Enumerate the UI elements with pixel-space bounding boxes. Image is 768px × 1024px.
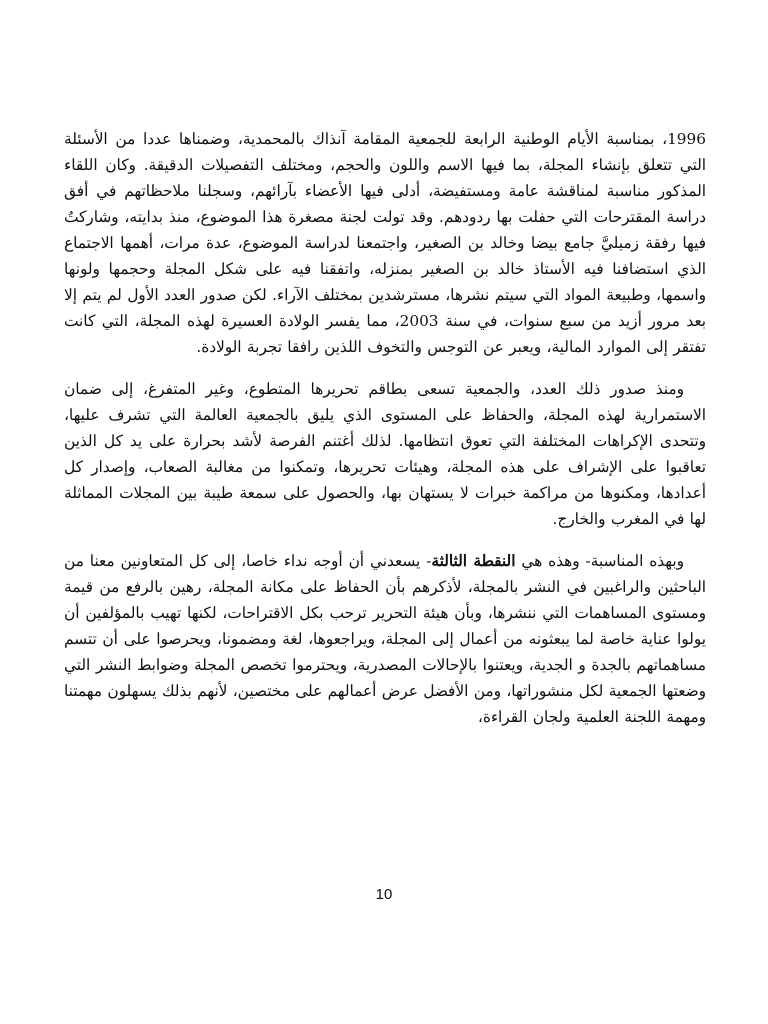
paragraph-3 <box>64 548 706 730</box>
paragraph-2: ومنذ صدور ذلك العدد، والجمعية تسعى بطاقم تحريرها المتطوع، وغير المتفرغ، إلى ضمان الاستمرارية لهذه المجلة، والحفاظ على المستوى الذي يليق بالجمعية العالمة التي تشرف عليها، وتتحدى الإكراهات المختلفة التي تعوق انتظامها. لذلك أغتنم الفرصة لأشد بحرارة على يد كل الذين تعاقبوا على الإشراف على هذه المجلة، وهيئات تحريرها، وتمكنوا من مغالبة الصعاب، وإصدار كل أعدادها، ومكنوها من مراكمة خبرات لا يستهان بها، والحصول على سمعة طيبة بين المجلات المماثلة لها في المغرب والخارج. <box>64 380 706 528</box>
body-text <box>64 126 706 730</box>
page-number: 10 <box>375 886 393 903</box>
paragraph-3-emphasis: النقطة الثالثة <box>431 552 516 570</box>
paragraph-3-intro: وبهذه المناسبة- وهذه هي <box>515 552 684 570</box>
paragraph-3-body: - يسعدني أن أوجه نداء خاصا، إلى كل المتعاونين معنا من الباحثين والراغبين في النشر بالمجلة، لأذكرهم بأن الحفاظ على مكانة المجلة، رهين بالرفع من قيمة ومستوى المساهمات التي ننشرها، وبأن هيئة التحرير ترحب بكل الاقتراحات، لكنها تهيب بالمؤلفين أن يولوا عناية خاصة لما يبعثونه من أعمال إلى المجلة، ويراجعوها، لغة ومضمونا، ويحرصوا على أن تتسم مساهماتهم بالجدة و الجدية، ويعتنوا بالإحالات المصدرية، ويحترموا تخصص المجلة وضوابط النشر التي وضعتها الجمعية لكل منشوراتها، ومن الأفضل عرض أعمالهم على مختصين، لأنهم بذلك يسهلون مهمتنا ومهمة اللجنة العلمية ولجان القراءة، <box>64 552 706 726</box>
paragraph-1: 1996، بمناسبة الأيام الوطنية الرابعة للجمعية المقامة آنذاك بالمحمدية، وضمناها عددا من الأسئلة التي تتعلق بإنشاء المجلة، بما فيها الاسم واللون والحجم، ومختلف التفصيلات الدقيقة. وكان اللقاء المذكور مناسبة لمناقشة عامة ومستفيضة، أدلى فيها الأعضاء بآرائهم، وسجلنا ملاحظاتهم في أفق دراسة المقترحات التي حفلت بها ردودهم. وقد تولت لجنة مصغرة هذا الموضوع، منذ بدايته، وشاركتُ فيها رفقة زميليَّ جامع بيضا وخالد بن الصغير، واجتمعنا لدراسة الموضوع، عدة مرات، أهمها الاجتماع الذي استضافنا فيه الأستاذ خالد بن الصغير بمنزله، واتفقنا فيه على شكل المجلة وحجمها ولونها واسمها، وطبيعة المواد التي سيتم نشرها، مسترشدين بمختلف الآراء. لكن صدور العدد الأول لم يتم إلا بعد مرور أزيد من سبع سنوات، في سنة 2003، مما يفسر الولادة العسيرة لهذه المجلة، التي كانت تفتقر إلى الموارد المالية، ويعبر عن التوجس والتخوف اللذين رافقا تجربة الولادة. <box>64 130 707 356</box>
